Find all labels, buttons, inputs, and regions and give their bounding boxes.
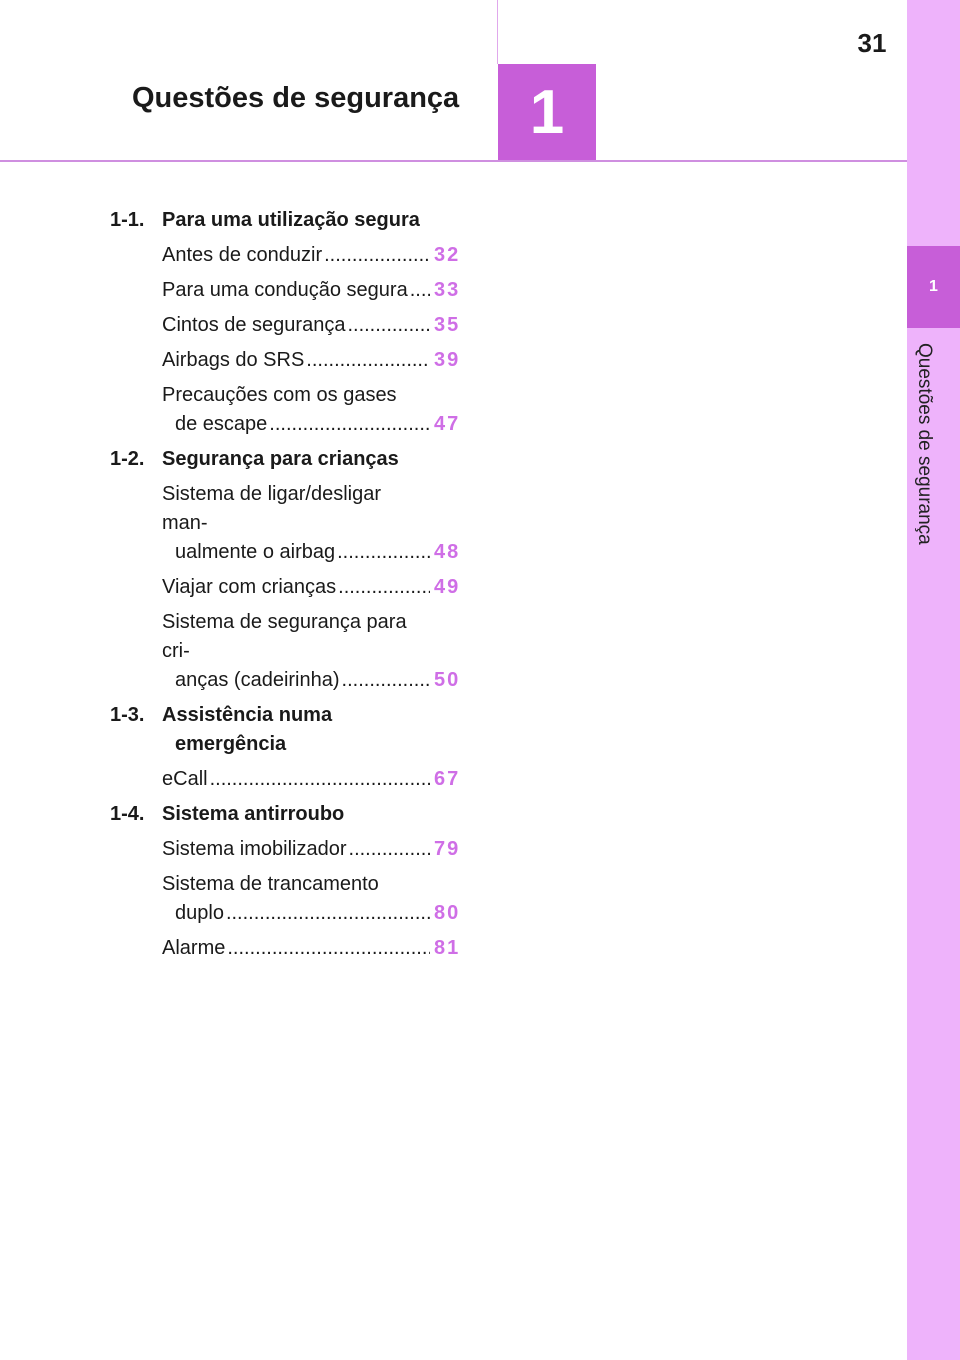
entry-title-line2: de escape xyxy=(175,413,268,435)
page-link[interactable]: 32 xyxy=(434,244,461,266)
entry-title: Antes de conduzir xyxy=(162,244,323,266)
dot-leader xyxy=(410,276,430,305)
toc-entry[interactable] xyxy=(162,276,470,305)
entry-title-line1: Sistema de segurança para cri- xyxy=(162,611,407,662)
dot-leader xyxy=(269,410,430,439)
toc-section xyxy=(110,445,470,474)
entry-title: Airbags do SRS xyxy=(162,349,305,371)
page-link[interactable]: 67 xyxy=(434,768,461,790)
entry-title: Cintos de segurança xyxy=(162,314,346,336)
page-link[interactable]: 47 xyxy=(434,413,461,435)
toc-section xyxy=(110,800,470,829)
page-link[interactable]: 81 xyxy=(434,937,461,959)
toc-entry[interactable] xyxy=(162,480,470,567)
toc-section xyxy=(110,701,470,759)
dot-leader xyxy=(342,666,430,695)
page-link[interactable]: 79 xyxy=(434,838,461,860)
toc-entry[interactable] xyxy=(162,346,470,375)
entry-title-line2: anças (cadeirinha) xyxy=(175,669,340,691)
section-title xyxy=(162,701,470,759)
section-title: Segurança para crianças xyxy=(162,448,399,470)
page-number: 31 xyxy=(857,28,887,58)
dot-leader xyxy=(347,311,430,340)
page-link[interactable]: 39 xyxy=(434,349,461,371)
dot-leader xyxy=(210,765,430,794)
dot-leader xyxy=(337,538,430,567)
page-link[interactable]: 33 xyxy=(434,279,461,301)
dot-leader xyxy=(227,934,430,963)
section-number: 1-2. xyxy=(110,448,145,470)
toc-entry[interactable] xyxy=(162,870,470,928)
entry-title: eCall xyxy=(162,768,208,790)
chapter-title: Questões de segurança xyxy=(132,82,460,114)
header-rule xyxy=(0,160,907,162)
section-number: 1-3. xyxy=(110,704,145,726)
entry-title-line1: Precauções com os gases xyxy=(162,384,397,406)
entry-title-line1: Sistema de ligar/desligar man- xyxy=(162,483,381,534)
section-title-line2: emergência xyxy=(175,733,287,755)
section-number: 1-1. xyxy=(110,209,145,231)
dot-leader xyxy=(324,241,430,270)
dot-leader xyxy=(338,573,430,602)
entry-title: Viajar com crianças xyxy=(162,576,337,598)
toc-entry[interactable] xyxy=(162,241,470,270)
entry-title-line1: Sistema de trancamento xyxy=(162,873,379,895)
page-link[interactable]: 49 xyxy=(434,576,461,598)
section-title: Sistema antirroubo xyxy=(162,803,345,825)
toc-entry[interactable] xyxy=(162,934,470,963)
page-link[interactable]: 80 xyxy=(434,902,461,924)
page-link[interactable]: 35 xyxy=(434,314,461,336)
toc-entry[interactable] xyxy=(162,765,470,794)
side-thumb-tab xyxy=(907,0,960,1360)
toc-entry[interactable] xyxy=(162,381,470,439)
page-link[interactable]: 50 xyxy=(434,669,461,691)
section-title-line1: Assistência numa xyxy=(162,704,333,726)
side-tab-chapter-number[interactable]: 1 xyxy=(907,246,960,328)
section-title: Para uma utilização segura xyxy=(162,209,420,231)
section-number: 1-4. xyxy=(110,803,145,825)
entry-title: Para uma condução segura xyxy=(162,279,408,301)
dot-leader xyxy=(349,835,430,864)
toc-entry[interactable] xyxy=(162,573,470,602)
toc-entry[interactable] xyxy=(162,311,470,340)
page-link[interactable]: 48 xyxy=(434,541,461,563)
table-of-contents xyxy=(110,206,470,969)
toc-section xyxy=(110,206,470,235)
entry-title-line2: duplo xyxy=(175,902,224,924)
dot-leader xyxy=(226,899,430,928)
entry-title: Sistema imobilizador xyxy=(162,838,347,860)
entry-title-line2: ualmente o airbag xyxy=(175,541,336,563)
entry-title: Alarme xyxy=(162,937,226,959)
header-divider xyxy=(497,0,498,64)
toc-entry[interactable] xyxy=(162,608,470,695)
chapter-number-box: 1 xyxy=(498,64,596,161)
toc-entry[interactable] xyxy=(162,835,470,864)
side-tab-label: Questões de segurança xyxy=(914,343,935,545)
dot-leader xyxy=(306,346,430,375)
